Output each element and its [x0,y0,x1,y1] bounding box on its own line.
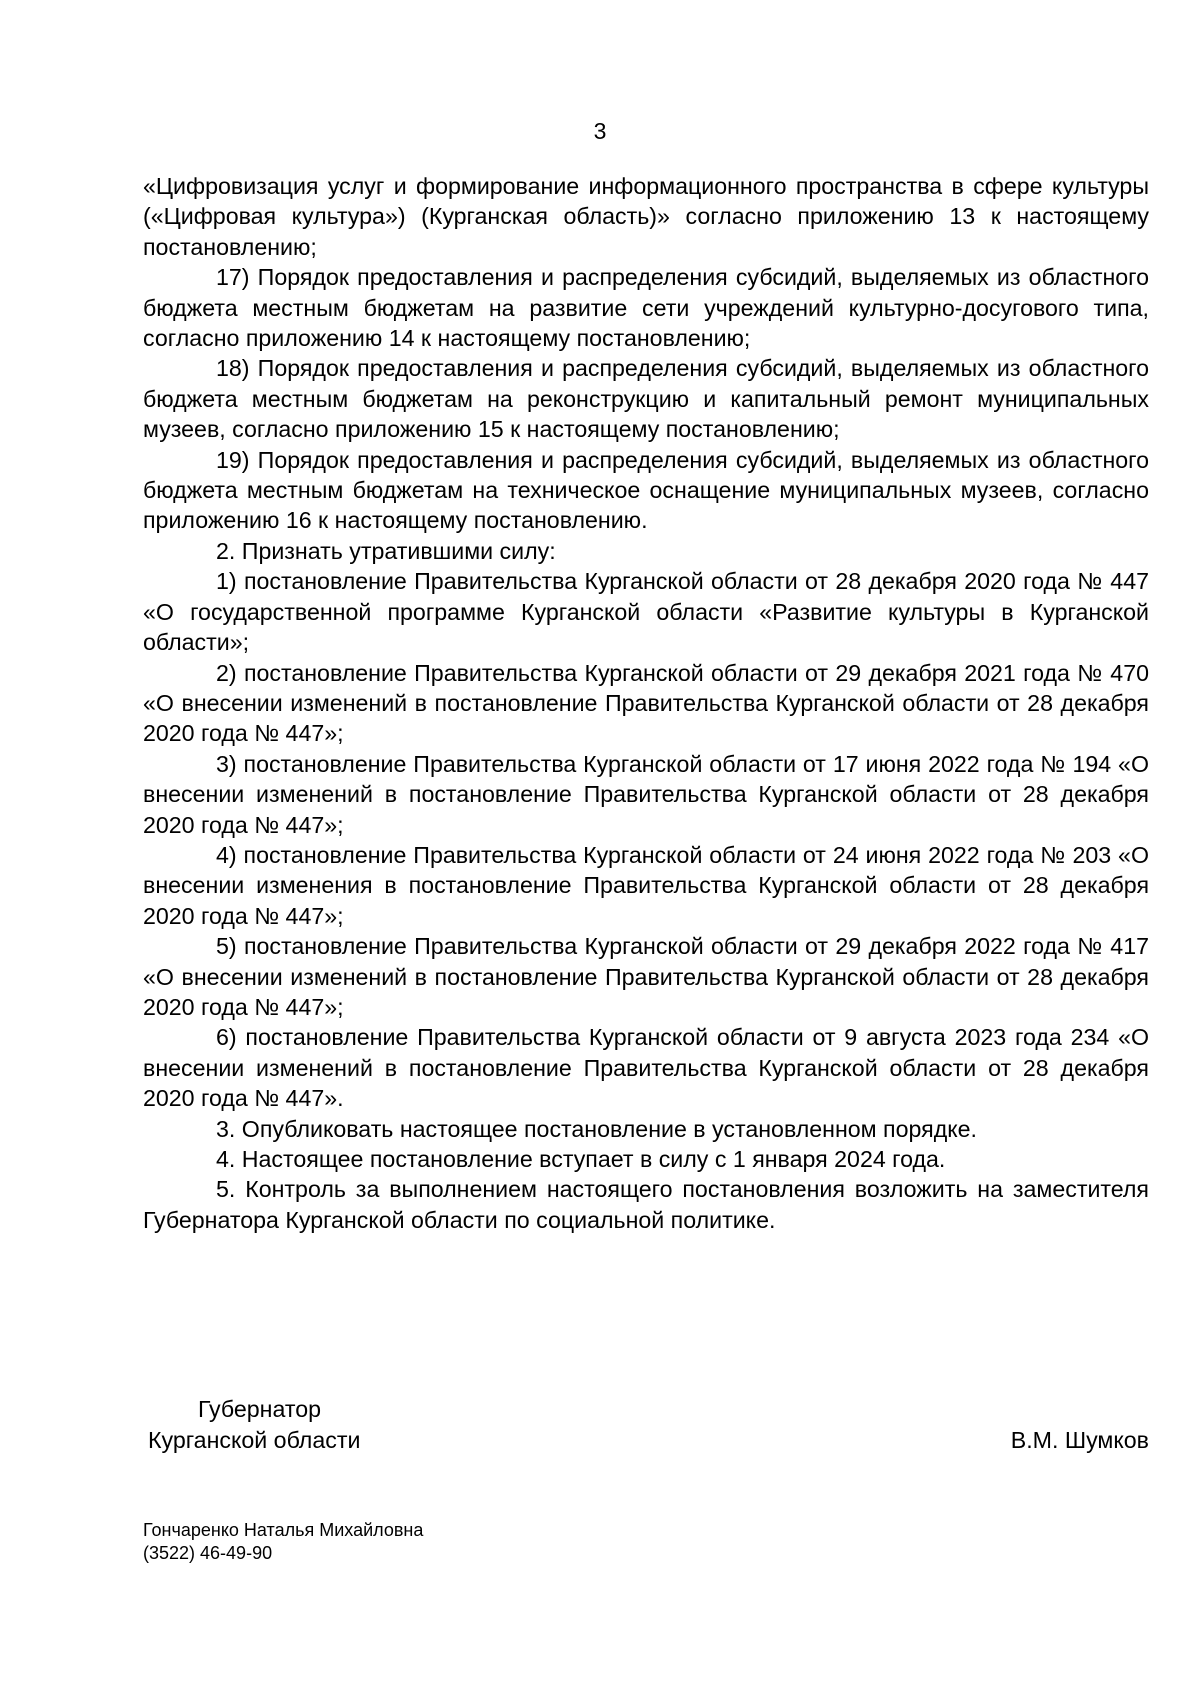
signatory-title [148,1394,360,1456]
paragraph-repealed-1: 1) постановление Правительства Курганской области от 28 декабря 2020 года № 447 «О государственной программе Курганской области «Развитие культуры в Курганской области»; [143,568,1149,656]
paragraph-repealed-4: 4) постановление Правительства Курганской области от 24 июня 2022 года № 203 «О внесении изменения в постановление Правительства Курганской области от 28 декабря 2020 года № 447»; [143,841,1149,929]
signatory-name: В.М. Шумков [1010,1427,1149,1453]
executor-block [143,1519,423,1565]
executor-name: Гончаренко Наталья Михайловна [143,1520,424,1540]
paragraph-continuation: «Цифровизация услуг и формирование информационного пространства в сфере культуры («Цифровая культура») (Курганская область)» согласно приложению 13 к настоящему постановлению; [143,173,1149,260]
signatory-title-line-1: Губернатор [198,1396,322,1422]
document-body [143,171,1149,1235]
paragraph-clause-2: 2. Признать утратившими силу: [216,537,556,564]
paragraph-clause-5: 5. Контроль за выполнением настоящего постановления возложить на заместителя Губернатора Курганской области по социальной политике. [143,1176,1149,1233]
signatory-title-line-2: Курганской области [148,1427,361,1453]
paragraph-repealed-5: 5) постановление Правительства Курганской области от 29 декабря 2022 года № 417 «О внесении изменений в постановление Правительства Курганской области от 28 декабря 2020 года № 447»; [143,933,1149,1020]
paragraph-repealed-6: 6) постановление Правительства Курганской области от 9 августа 2023 года 234 «О внесении изменений в постановление Правительства Курганской области от 28 декабря 2020 года № 447». [143,1024,1149,1112]
paragraph-clause-3: 3. Опубликовать настоящее постановление в установленном порядке. [216,1115,977,1142]
paragraph-clause-4: 4. Настоящее постановление вступает в силу с 1 января 2024 года. [216,1146,946,1172]
paragraph-item-17: 17) Порядок предоставления и распределения субсидий, выделяемых из областного бюджета местным бюджетам на развитие сети учреждений культурно-досугового типа, согласно приложению 14 к настоящему постановлению; [143,264,1149,352]
paragraph-repealed-3: 3) постановление Правительства Курганской области от 17 июня 2022 года № 194 «О внесении изменений в постановление Правительства Курганской области от 28 декабря 2020 года № 447»; [143,750,1149,838]
page-number: 3 [593,118,607,144]
paragraph-item-18: 18) Порядок предоставления и распределения субсидий, выделяемых из областного бюджета местным бюджетам на реконструкцию и капитальный ремонт муниципальных музеев, согласно приложению 15 к настоящему постановлению; [143,355,1149,443]
executor-phone: (3522) 46-49-90 [143,1543,273,1563]
paragraph-item-19: 19) Порядок предоставления и распределения субсидий, выделяемых из областного бюджета местным бюджетам на техническое оснащение муниципальных музеев, согласно приложению 16 к настоящему постановлению. [143,446,1149,534]
paragraph-repealed-2: 2) постановление Правительства Курганской области от 29 декабря 2021 года № 470 «О внесении изменений в постановление Правительства Курганской области от 28 декабря 2020 года № 447»; [143,659,1149,747]
